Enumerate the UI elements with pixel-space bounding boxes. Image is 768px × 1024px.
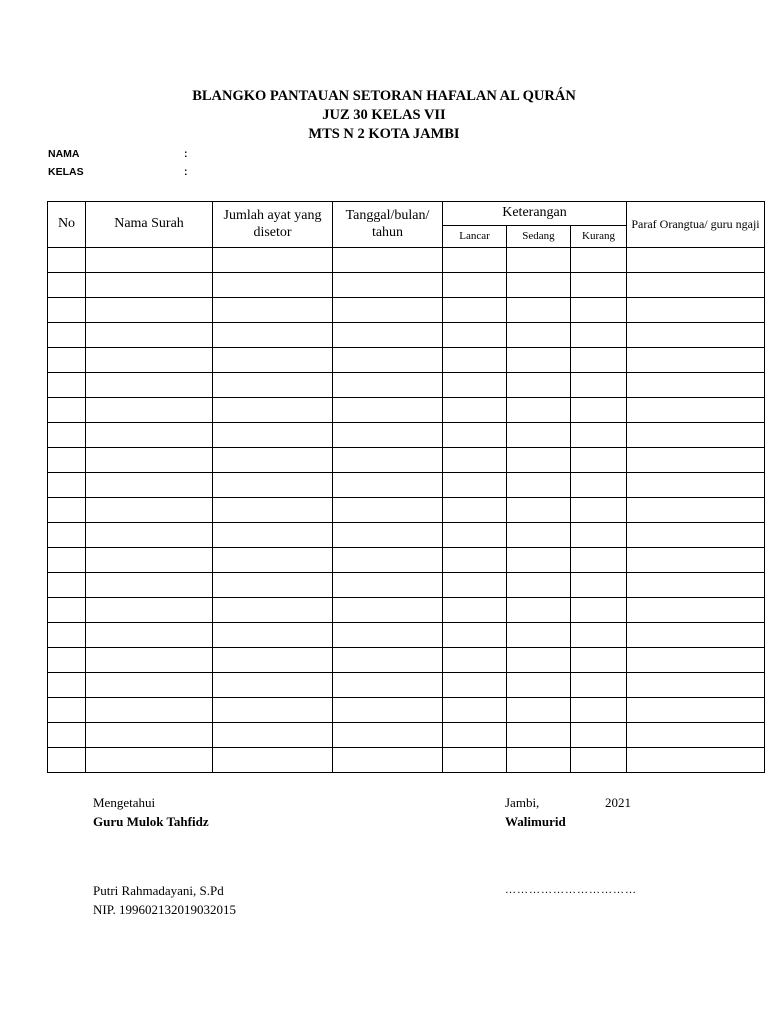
table-row bbox=[48, 248, 765, 273]
cell-tanggal bbox=[333, 348, 443, 373]
place-label: Jambi, bbox=[505, 795, 540, 810]
cell-no bbox=[48, 673, 86, 698]
cell-tanggal bbox=[333, 423, 443, 448]
cell-jumlah-ayat bbox=[213, 398, 333, 423]
cell-lancar bbox=[443, 573, 507, 598]
table-row bbox=[48, 423, 765, 448]
cell-lancar bbox=[443, 273, 507, 298]
cell-paraf bbox=[627, 248, 765, 273]
cell-sedang bbox=[507, 298, 571, 323]
walimurid-signature-line: …………………………… bbox=[505, 884, 637, 896]
table-row bbox=[48, 698, 765, 723]
cell-sedang bbox=[507, 398, 571, 423]
memorization-table bbox=[47, 201, 765, 773]
cell-jumlah-ayat bbox=[213, 648, 333, 673]
cell-kurang bbox=[571, 423, 627, 448]
cell-tanggal bbox=[333, 598, 443, 623]
cell-tanggal bbox=[333, 373, 443, 398]
header-kurang: Kurang bbox=[571, 226, 627, 248]
cell-paraf bbox=[627, 698, 765, 723]
table-row bbox=[48, 623, 765, 648]
cell-sedang bbox=[507, 498, 571, 523]
table-row bbox=[48, 723, 765, 748]
guru-name: Putri Rahmadayani, S.Pd bbox=[93, 883, 224, 898]
cell-kurang bbox=[571, 673, 627, 698]
table-row bbox=[48, 673, 765, 698]
table-row bbox=[48, 573, 765, 598]
table-row bbox=[48, 398, 765, 423]
cell-nama-surah bbox=[86, 273, 213, 298]
cell-kurang bbox=[571, 573, 627, 598]
cell-tanggal bbox=[333, 573, 443, 598]
cell-sedang bbox=[507, 648, 571, 673]
cell-sedang bbox=[507, 723, 571, 748]
guru-role: Guru Mulok Tahfidz bbox=[93, 814, 209, 829]
cell-paraf bbox=[627, 398, 765, 423]
cell-jumlah-ayat bbox=[213, 748, 333, 773]
cell-paraf bbox=[627, 273, 765, 298]
cell-lancar bbox=[443, 323, 507, 348]
cell-kurang bbox=[571, 523, 627, 548]
form-title: BLANGKO PANTAUAN SETORAN HAFALAN AL QURÁN bbox=[192, 88, 576, 104]
cell-tanggal bbox=[333, 723, 443, 748]
cell-tanggal bbox=[333, 673, 443, 698]
cell-lancar bbox=[443, 248, 507, 273]
school-name: MTS N 2 KOTA JAMBI bbox=[308, 126, 460, 142]
guru-nip: NIP. 199602132019032015 bbox=[93, 902, 237, 917]
cell-no bbox=[48, 498, 86, 523]
table-row bbox=[48, 748, 765, 773]
header-paraf: Paraf Orangtua/ guru ngaji bbox=[627, 202, 765, 248]
cell-sedang bbox=[507, 623, 571, 648]
cell-no bbox=[48, 723, 86, 748]
cell-nama-surah bbox=[86, 548, 213, 573]
cell-nama-surah bbox=[86, 673, 213, 698]
cell-nama-surah bbox=[86, 448, 213, 473]
cell-paraf bbox=[627, 348, 765, 373]
table-row bbox=[48, 348, 765, 373]
cell-no bbox=[48, 748, 86, 773]
cell-sedang bbox=[507, 523, 571, 548]
cell-lancar bbox=[443, 523, 507, 548]
cell-nama-surah bbox=[86, 573, 213, 598]
cell-jumlah-ayat bbox=[213, 598, 333, 623]
cell-jumlah-ayat bbox=[213, 473, 333, 498]
cell-no bbox=[48, 648, 86, 673]
cell-lancar bbox=[443, 348, 507, 373]
cell-lancar bbox=[443, 498, 507, 523]
nama-colon: : bbox=[184, 148, 188, 160]
header-jumlah-ayat: Jumlah ayat yang disetor bbox=[213, 202, 333, 248]
cell-kurang bbox=[571, 273, 627, 298]
cell-sedang bbox=[507, 323, 571, 348]
table-row bbox=[48, 523, 765, 548]
cell-sedang bbox=[507, 273, 571, 298]
cell-no bbox=[48, 473, 86, 498]
cell-kurang bbox=[571, 723, 627, 748]
cell-lancar bbox=[443, 673, 507, 698]
cell-no bbox=[48, 523, 86, 548]
cell-kurang bbox=[571, 448, 627, 473]
cell-no bbox=[48, 373, 86, 398]
cell-kurang bbox=[571, 648, 627, 673]
cell-nama-surah bbox=[86, 648, 213, 673]
cell-no bbox=[48, 248, 86, 273]
cell-jumlah-ayat bbox=[213, 548, 333, 573]
cell-paraf bbox=[627, 648, 765, 673]
cell-no bbox=[48, 548, 86, 573]
cell-sedang bbox=[507, 573, 571, 598]
kelas-field bbox=[48, 166, 188, 178]
cell-no bbox=[48, 398, 86, 423]
mengetahui-label: Mengetahui bbox=[93, 795, 156, 810]
cell-paraf bbox=[627, 598, 765, 623]
cell-lancar bbox=[443, 548, 507, 573]
cell-nama-surah bbox=[86, 598, 213, 623]
cell-paraf bbox=[627, 673, 765, 698]
year-label: 2021 bbox=[605, 795, 631, 810]
cell-paraf bbox=[627, 323, 765, 348]
cell-lancar bbox=[443, 648, 507, 673]
cell-lancar bbox=[443, 723, 507, 748]
cell-tanggal bbox=[333, 648, 443, 673]
cell-paraf bbox=[627, 548, 765, 573]
cell-kurang bbox=[571, 748, 627, 773]
cell-sedang bbox=[507, 423, 571, 448]
cell-jumlah-ayat bbox=[213, 523, 333, 548]
table-row bbox=[48, 323, 765, 348]
cell-nama-surah bbox=[86, 348, 213, 373]
table-row bbox=[48, 548, 765, 573]
cell-lancar bbox=[443, 398, 507, 423]
form-subtitle-juz: JUZ 30 KELAS VII bbox=[322, 107, 446, 123]
cell-kurang bbox=[571, 698, 627, 723]
table-row bbox=[48, 648, 765, 673]
cell-kurang bbox=[571, 548, 627, 573]
cell-jumlah-ayat bbox=[213, 348, 333, 373]
cell-jumlah-ayat bbox=[213, 573, 333, 598]
cell-jumlah-ayat bbox=[213, 723, 333, 748]
cell-sedang bbox=[507, 698, 571, 723]
walimurid-role: Walimurid bbox=[505, 814, 566, 829]
cell-kurang bbox=[571, 398, 627, 423]
cell-tanggal bbox=[333, 498, 443, 523]
cell-paraf bbox=[627, 523, 765, 548]
cell-sedang bbox=[507, 748, 571, 773]
cell-paraf bbox=[627, 298, 765, 323]
cell-jumlah-ayat bbox=[213, 698, 333, 723]
header-tanggal: Tanggal/bulan/ tahun bbox=[333, 202, 443, 248]
cell-kurang bbox=[571, 598, 627, 623]
cell-no bbox=[48, 423, 86, 448]
header-keterangan: Keterangan bbox=[443, 202, 627, 226]
cell-jumlah-ayat bbox=[213, 673, 333, 698]
cell-lancar bbox=[443, 698, 507, 723]
nama-field bbox=[48, 148, 188, 160]
header-no: No bbox=[48, 202, 86, 248]
cell-nama-surah bbox=[86, 748, 213, 773]
cell-sedang bbox=[507, 448, 571, 473]
kelas-colon: : bbox=[184, 166, 188, 178]
cell-jumlah-ayat bbox=[213, 273, 333, 298]
cell-jumlah-ayat bbox=[213, 423, 333, 448]
cell-sedang bbox=[507, 248, 571, 273]
cell-sedang bbox=[507, 598, 571, 623]
cell-jumlah-ayat bbox=[213, 248, 333, 273]
cell-lancar bbox=[443, 448, 507, 473]
cell-no bbox=[48, 298, 86, 323]
cell-jumlah-ayat bbox=[213, 623, 333, 648]
cell-jumlah-ayat bbox=[213, 298, 333, 323]
cell-nama-surah bbox=[86, 498, 213, 523]
cell-paraf bbox=[627, 623, 765, 648]
cell-no bbox=[48, 273, 86, 298]
cell-tanggal bbox=[333, 298, 443, 323]
table-row bbox=[48, 598, 765, 623]
cell-paraf bbox=[627, 448, 765, 473]
cell-tanggal bbox=[333, 473, 443, 498]
nama-label: NAMA bbox=[48, 148, 80, 160]
cell-no bbox=[48, 348, 86, 373]
cell-nama-surah bbox=[86, 323, 213, 348]
cell-paraf bbox=[627, 573, 765, 598]
cell-no bbox=[48, 623, 86, 648]
table-row bbox=[48, 498, 765, 523]
cell-nama-surah bbox=[86, 373, 213, 398]
cell-tanggal bbox=[333, 623, 443, 648]
cell-sedang bbox=[507, 548, 571, 573]
cell-kurang bbox=[571, 498, 627, 523]
header-nama-surah: Nama Surah bbox=[86, 202, 213, 248]
cell-lancar bbox=[443, 473, 507, 498]
cell-lancar bbox=[443, 423, 507, 448]
cell-paraf bbox=[627, 723, 765, 748]
header-lancar: Lancar bbox=[443, 226, 507, 248]
cell-paraf bbox=[627, 473, 765, 498]
table-row bbox=[48, 273, 765, 298]
cell-paraf bbox=[627, 423, 765, 448]
kelas-label: KELAS bbox=[48, 166, 84, 178]
cell-tanggal bbox=[333, 248, 443, 273]
cell-kurang bbox=[571, 473, 627, 498]
cell-nama-surah bbox=[86, 623, 213, 648]
cell-sedang bbox=[507, 348, 571, 373]
cell-nama-surah bbox=[86, 298, 213, 323]
cell-nama-surah bbox=[86, 698, 213, 723]
table-body bbox=[48, 248, 765, 773]
cell-kurang bbox=[571, 298, 627, 323]
cell-kurang bbox=[571, 623, 627, 648]
cell-lancar bbox=[443, 373, 507, 398]
cell-no bbox=[48, 598, 86, 623]
cell-tanggal bbox=[333, 398, 443, 423]
cell-jumlah-ayat bbox=[213, 373, 333, 398]
cell-kurang bbox=[571, 248, 627, 273]
cell-nama-surah bbox=[86, 248, 213, 273]
cell-tanggal bbox=[333, 523, 443, 548]
cell-paraf bbox=[627, 498, 765, 523]
cell-tanggal bbox=[333, 273, 443, 298]
cell-jumlah-ayat bbox=[213, 448, 333, 473]
cell-nama-surah bbox=[86, 423, 213, 448]
cell-paraf bbox=[627, 748, 765, 773]
cell-jumlah-ayat bbox=[213, 323, 333, 348]
cell-lancar bbox=[443, 598, 507, 623]
cell-jumlah-ayat bbox=[213, 498, 333, 523]
cell-kurang bbox=[571, 348, 627, 373]
cell-lancar bbox=[443, 748, 507, 773]
cell-tanggal bbox=[333, 448, 443, 473]
cell-nama-surah bbox=[86, 723, 213, 748]
cell-lancar bbox=[443, 623, 507, 648]
cell-no bbox=[48, 448, 86, 473]
table-row bbox=[48, 373, 765, 398]
cell-sedang bbox=[507, 373, 571, 398]
cell-tanggal bbox=[333, 748, 443, 773]
cell-tanggal bbox=[333, 323, 443, 348]
cell-sedang bbox=[507, 673, 571, 698]
cell-kurang bbox=[571, 373, 627, 398]
cell-nama-surah bbox=[86, 523, 213, 548]
cell-paraf bbox=[627, 373, 765, 398]
header-sedang: Sedang bbox=[507, 226, 571, 248]
cell-tanggal bbox=[333, 548, 443, 573]
cell-nama-surah bbox=[86, 473, 213, 498]
table-row bbox=[48, 298, 765, 323]
table-row bbox=[48, 448, 765, 473]
cell-lancar bbox=[443, 298, 507, 323]
cell-no bbox=[48, 573, 86, 598]
cell-no bbox=[48, 323, 86, 348]
cell-no bbox=[48, 698, 86, 723]
cell-sedang bbox=[507, 473, 571, 498]
cell-kurang bbox=[571, 323, 627, 348]
cell-nama-surah bbox=[86, 398, 213, 423]
table-row bbox=[48, 473, 765, 498]
cell-tanggal bbox=[333, 698, 443, 723]
